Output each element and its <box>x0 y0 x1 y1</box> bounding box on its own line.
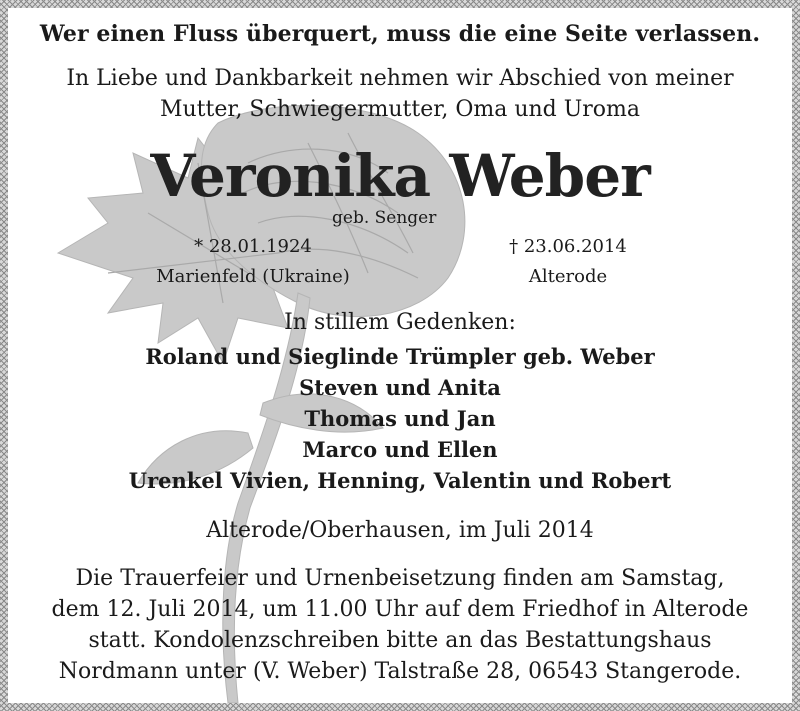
memory-heading: In stillem Gedenken: <box>284 310 516 335</box>
family-member: Roland und Sieglinde Trümpler geb. Weber <box>145 344 655 369</box>
motto: Wer einen Fluss überquert, muss die eine Seite verlassen. <box>39 21 761 47</box>
place-date: Alterode/Oberhausen, im Juli 2014 <box>206 518 594 543</box>
family-member: Urenkel Vivien, Henning, Valentin und Robert <box>128 468 672 493</box>
family-list <box>8 341 792 496</box>
deceased-name: Veronika Weber <box>150 142 650 210</box>
funeral-line: dem 12. Juli 2014, um 11.00 Uhr auf dem Friedhof in Alterode <box>51 597 749 622</box>
birth-place: Marienfeld (Ukraine) <box>156 266 350 287</box>
notice-inner-panel <box>8 8 792 703</box>
family-member: Steven und Anita <box>299 375 501 400</box>
funeral-info <box>8 563 792 687</box>
intro-line: In Liebe und Dankbarkeit nehmen wir Abschied von meiner <box>66 66 734 91</box>
funeral-line: statt. Kondolenzschreiben bitte an das Bestattungshaus <box>88 628 712 653</box>
death-place: Alterode <box>528 266 608 287</box>
family-member: Marco und Ellen <box>302 437 498 462</box>
death-date: † 23.06.2014 <box>509 236 627 257</box>
funeral-line: Nordmann unter (V. Weber) Talstraße 28, 06543 Stangerode. <box>58 659 742 684</box>
birth-date: * 28.01.1924 <box>194 236 312 257</box>
intro-line: Mutter, Schwiegermutter, Oma und Uroma <box>159 97 641 122</box>
family-member: Thomas und Jan <box>304 406 496 431</box>
maiden-name: geb. Senger <box>332 208 437 228</box>
intro-text <box>8 63 792 125</box>
funeral-line: Die Trauerfeier und Urnenbeisetzung finden am Samstag, <box>75 566 725 591</box>
